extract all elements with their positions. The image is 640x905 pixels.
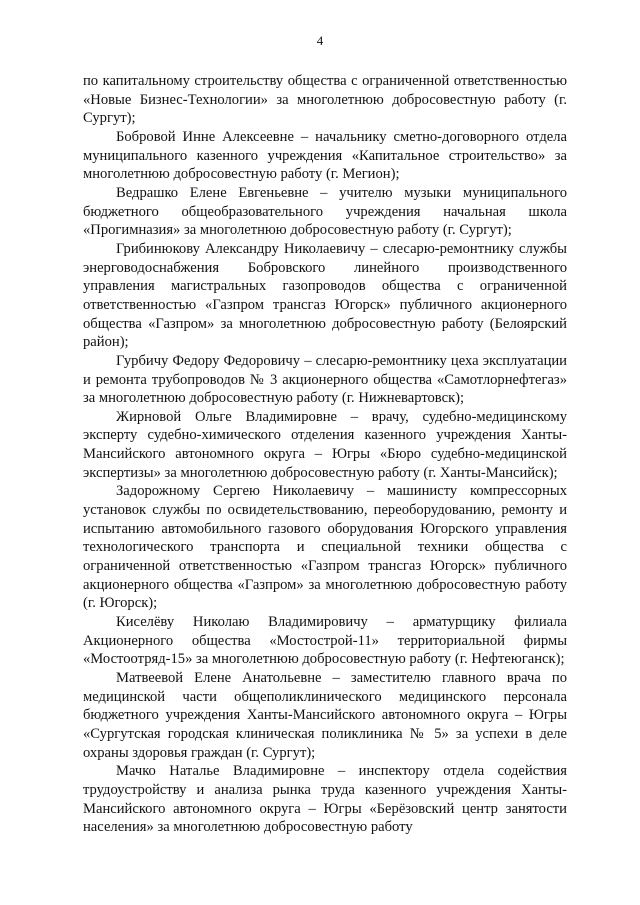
paragraph-gribinyukov: Грибинюкову Александру Николаевичу – слесарю-ремонтнику службы энерговодоснабжения Бобровского линейного производственного управления магистральных газопроводов общества с ограниченной ответственностью «Газпром трансгаз Югорск» публичного акционерного общества «Газпром» за многолетнюю добросовестную работу (Белоярский район); [83,240,567,351]
paragraph-matveeva: Матвеевой Елене Анатольевне – заместителю главного врача по медицинской части общеполиклинического медицинского персонала бюджетного учреждения Ханты-Мансийского автономного округа – Югры «Сургутская городская клиническая поликлиника № 5» за успехи в деле охраны здоровья граждан (г. Сургут); [83,670,567,761]
paragraph-bobrova: Бобровой Инне Алексеевне – начальнику сметно-договорного отдела муниципального казенного учреждения «Капитальное строительство» за многолетнюю добросовестную работу (г. Мегион); [83,128,567,183]
paragraph-gurbich: Гурбичу Федору Федоровичу – слесарю-ремонтнику цеха эксплуатации и ремонта трубопроводов № 3 акционерного общества «Самотлорнефтегаз» за многолетнюю добросовестную работу (г. Нижневартовск); [83,352,567,407]
paragraph-vedrashko: Ведрашко Елене Евгеньевне – учителю музыки муниципального бюджетного общеобразовательного учреждения начальная школа «Прогимназия» за многолетнюю добросовестную работу (г. Сургут); [83,184,567,239]
paragraph-continuation: по капитальному строительству общества с ограниченной ответственностью «Новые Бизнес-Технологии» за многолетнюю добросовестную работу (г. Сургут); [83,73,567,127]
page-number: 4 [316,33,324,48]
paragraph-kiselev: Киселёву Николаю Владимировичу – арматурщику филиала Акционерного общества «Мостострой-11» территориальной фирмы «Мостоотряд-15» за многолетнюю добросовестную работу (г. Нефтеюганск); [83,614,567,668]
paragraph-machko: Мачко Наталье Владимировне – инспектору отдела содействия трудоустройству и анализа рынка труда казенного учреждения Ханты-Мансийского автономного округа – Югры «Берёзовский центр занятости населения» за многолетнюю добросовестную работу [83,763,567,836]
paragraph-zadorozhny: Задорожному Сергею Николаевичу – машинисту компрессорных установок службы по освидетельствованию, переоборудованию, ремонту и испытанию автомобильного газового оборудования Югорского управления технологического транспорта и специальной техники общества с ограниченной ответственностью «Газпром трансгаз Югорск» публичного акционерного общества «Газпром» за многолетнюю добросовестную работу (г. Югорск); [83,483,567,612]
document-body [83,72,567,837]
paragraph-zhirnova: Жирновой Ольге Владимировне – врачу, судебно-медицинскому эксперту судебно-химического отделения казенного учреждения Ханты-Мансийского автономного округа – Югры «Бюро судебно-медицинской экспертизы» за многолетнюю добросовестную работу (г. Ханты-Мансийск); [83,408,567,481]
